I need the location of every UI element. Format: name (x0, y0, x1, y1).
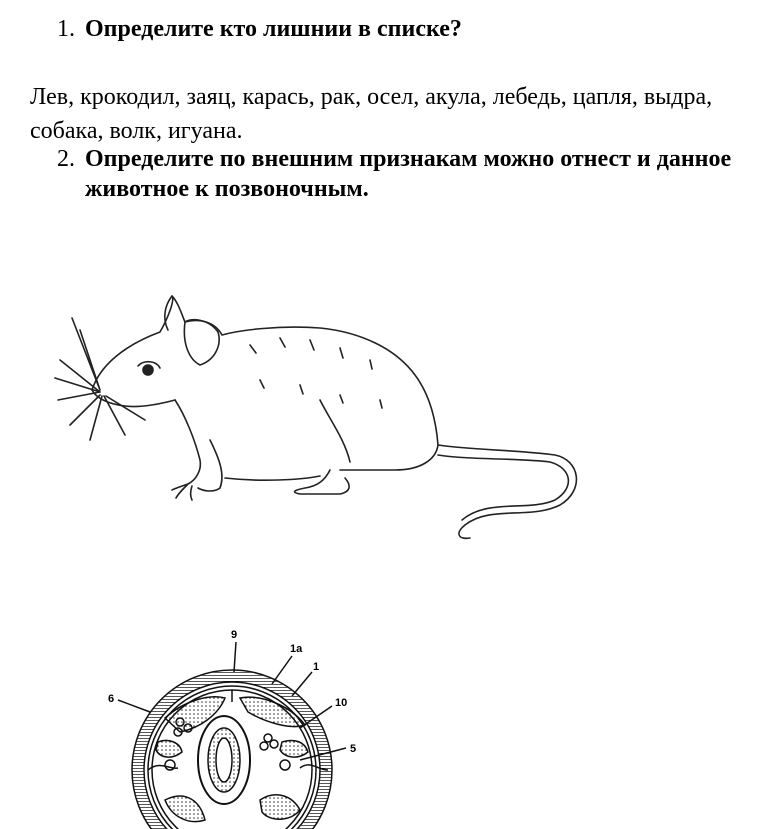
diagram-label-6: 6 (108, 693, 115, 705)
question-1-text: Определите кто лишнии в списке? (85, 16, 462, 42)
diagram-label-10: 10 (335, 697, 348, 709)
question-2-text: Определите по внешним признакам можно отнест и данное животное к позвоночным. (85, 146, 732, 202)
diagram-label-9: 9 (231, 629, 238, 641)
animal-list: Лев, крокодил, заяц, карась, рак, осел, акула, лебедь, цапля, выдра, собака, волк, игуана. (30, 84, 713, 144)
diagram-label-1a: 1а (290, 643, 303, 655)
question-2-number: 2. (57, 146, 75, 172)
diagram-label-1: 1 (313, 661, 320, 673)
question-1-number: 1. (57, 16, 75, 42)
diagram-label-5: 5 (350, 743, 357, 755)
